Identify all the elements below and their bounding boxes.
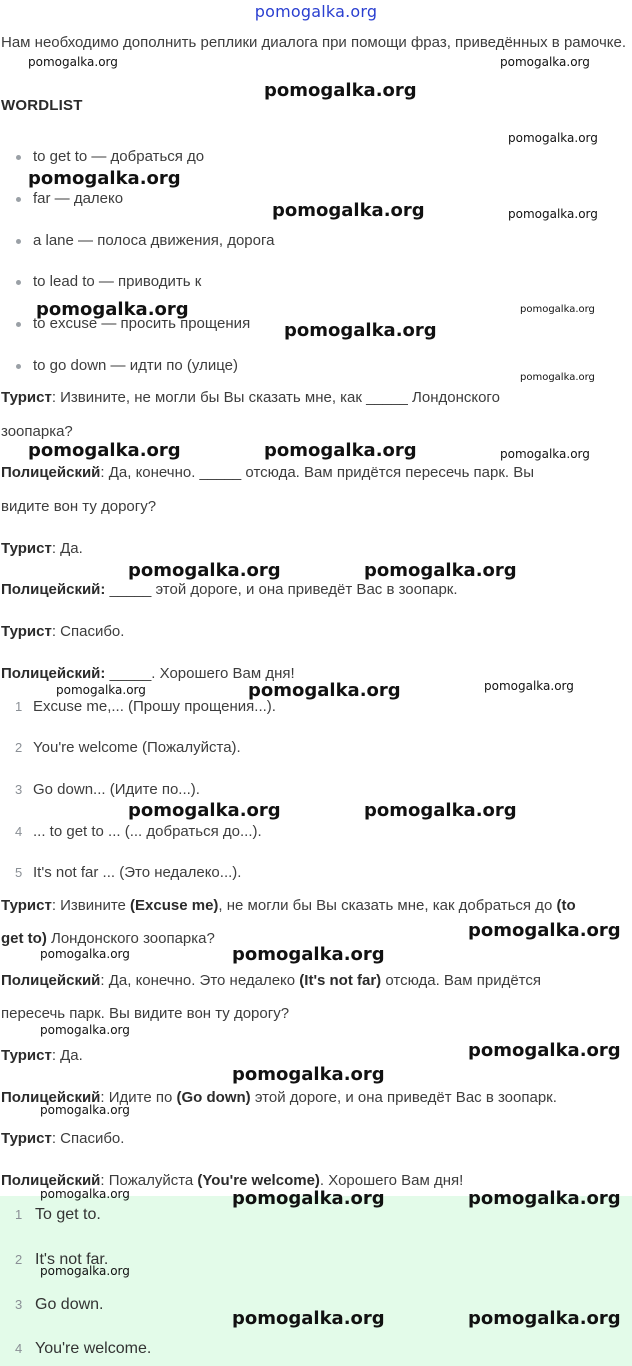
watermark: pomogalka.org	[28, 168, 181, 189]
speaker: Турист	[1, 389, 52, 406]
solution-line: пересечь парк. Вы видите вон ту дорогу?	[1, 1005, 290, 1022]
watermark: pomogalka.org	[468, 920, 621, 941]
watermark: pomogalka.org	[28, 55, 118, 69]
dialog-line: Турист: Извините, не могли бы Вы сказать мне, как _____ Лондонского	[1, 389, 500, 406]
watermark: pomogalka.org	[264, 440, 417, 461]
watermark: pomogalka.org	[40, 1023, 130, 1037]
watermark: pomogalka.org	[232, 1308, 385, 1329]
bullet-icon	[16, 239, 21, 244]
dialog-line: Полицейский: _____. Хорошего Вам дня!	[1, 665, 295, 682]
watermark: pomogalka.org	[128, 560, 281, 581]
bullet-icon	[16, 280, 21, 285]
dialog-line: видите вон ту дорогу?	[1, 498, 157, 515]
wordlist-item: to get to — добраться до	[16, 148, 204, 165]
watermark: pomogalka.org	[484, 679, 574, 693]
wordlist-item: to excuse — просить прощения	[16, 315, 250, 332]
watermark: pomogalka.org	[264, 80, 417, 101]
bullet-icon	[16, 364, 21, 369]
watermark: pomogalka.org	[40, 1187, 130, 1201]
site-logo[interactable]: pomogalka.org	[254, 2, 378, 21]
solution-line: Полицейский: Идите по (Go down) этой дороге, и она приведёт Вас в зоопарк.	[1, 1089, 557, 1106]
watermark: pomogalka.org	[364, 800, 517, 821]
watermark: pomogalka.org	[468, 1040, 621, 1061]
watermark: pomogalka.org	[232, 1064, 385, 1085]
watermark: pomogalka.org	[468, 1308, 621, 1329]
solution-line: Турист: Извините (Excuse me), не могли бы Вы сказать мне, как добраться до (to	[1, 897, 576, 914]
watermark: pomogalka.org	[28, 440, 181, 461]
phrase-item: 1 Excuse me,... (Прошу прощения...).	[15, 698, 276, 715]
phrase-item: 5 It's not far ... (Это недалеко...).	[15, 864, 242, 881]
watermark: pomogalka.org	[128, 800, 281, 821]
answer-item: 3 Go down.	[15, 1296, 104, 1313]
bullet-icon	[16, 322, 21, 327]
speaker: Полицейский:	[1, 581, 106, 598]
dialog-line: Полицейский: Да, конечно. _____ отсюда. Вам придётся пересечь парк. Вы	[1, 464, 535, 481]
speaker: Полицейский	[1, 464, 101, 481]
answer-item: 4 You're welcome.	[15, 1340, 152, 1357]
solution-line: Турист: Да.	[1, 1047, 83, 1064]
watermark: pomogalka.org	[520, 304, 595, 315]
phrase-item: 3 Go down... (Идите по...).	[15, 781, 200, 798]
watermark: pomogalka.org	[232, 944, 385, 965]
dialog-line: Турист: Спасибо.	[1, 623, 125, 640]
wordlist-item: to go down — идти по (улице)	[16, 357, 238, 374]
bullet-icon	[16, 155, 21, 160]
wordlist-item: far — далеко	[16, 190, 123, 207]
watermark: pomogalka.org	[56, 683, 146, 697]
answer-box	[0, 1196, 632, 1366]
wordlist-title: WORDLIST	[1, 97, 83, 114]
speaker: Турист	[1, 623, 52, 640]
watermark: pomogalka.org	[500, 55, 590, 69]
answer-item: 1 To get to.	[15, 1206, 101, 1223]
watermark: pomogalka.org	[40, 1103, 130, 1117]
watermark: pomogalka.org	[272, 200, 425, 221]
dialog-line: Турист: Да.	[1, 540, 83, 557]
speaker: Полицейский:	[1, 665, 106, 682]
watermark: pomogalka.org	[248, 680, 401, 701]
solution-line: Турист: Спасибо.	[1, 1130, 125, 1147]
solution-line: Полицейский: Да, конечно. Это недалеко (It's not far) отсюда. Вам придётся	[1, 972, 542, 989]
answer-item: 2 It's not far.	[15, 1251, 109, 1268]
watermark: pomogalka.org	[508, 207, 598, 221]
bullet-icon	[16, 197, 21, 202]
watermark: pomogalka.org	[364, 560, 517, 581]
phrase-item: 2 You're welcome (Пожалуйста).	[15, 739, 241, 756]
watermark: pomogalka.org	[508, 131, 598, 145]
watermark: pomogalka.org	[40, 947, 130, 961]
dialog-line: зоопарка?	[1, 423, 73, 440]
wordlist-item: to lead to — приводить к	[16, 273, 201, 290]
phrase-item: 4 ... to get to ... (... добраться до...).	[15, 823, 262, 840]
intro-text: Нам необходимо дополнить реплики диалога при помощи фраз, приведённых в рамочке.	[1, 34, 627, 51]
watermark: pomogalka.org	[284, 320, 437, 341]
solution-line: get to) Лондонского зоопарка?	[1, 930, 215, 947]
solution-line: Полицейский: Пожалуйста (You're welcome). Хорошего Вам дня!	[1, 1172, 464, 1189]
wordlist-item: a lane — полоса движения, дорога	[16, 232, 274, 249]
watermark: pomogalka.org	[520, 372, 595, 383]
watermark: pomogalka.org	[232, 1188, 385, 1209]
speaker: Турист	[1, 540, 52, 557]
dialog-line: Полицейский: _____ этой дороге, и она приведёт Вас в зоопарк.	[1, 581, 458, 598]
watermark: pomogalka.org	[40, 1264, 130, 1278]
watermark: pomogalka.org	[36, 299, 189, 320]
watermark: pomogalka.org	[468, 1188, 621, 1209]
watermark: pomogalka.org	[500, 447, 590, 461]
